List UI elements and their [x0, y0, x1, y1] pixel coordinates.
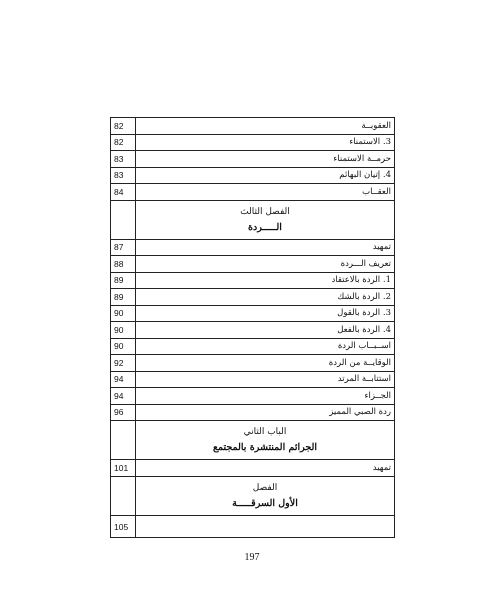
toc-row	[111, 355, 395, 372]
toc-row	[111, 322, 395, 339]
toc-entry-title: 3. الاستمناء	[136, 134, 395, 151]
toc-row	[111, 239, 395, 256]
toc-entry-title: الوقايــة من الردة	[136, 355, 395, 372]
toc-entry-title: ردة الصبي المميز	[136, 404, 395, 421]
toc-entry-title: اســبــاب الردة	[136, 338, 395, 355]
toc-entry-title: العقــاب	[136, 184, 395, 201]
toc-entry-title: حرمــة الاستمناء	[136, 151, 395, 168]
toc-section-heading	[136, 476, 395, 515]
toc-page-number	[111, 476, 136, 515]
toc-row	[111, 515, 395, 537]
toc-row	[111, 151, 395, 168]
toc-page-number: 101	[111, 460, 136, 477]
toc-entry-title: 4. إتيان البهائم	[136, 167, 395, 184]
toc-page-number: 105	[111, 515, 136, 537]
toc-row	[111, 371, 395, 388]
toc-row	[111, 305, 395, 322]
toc-row	[111, 167, 395, 184]
toc-row	[111, 184, 395, 201]
toc-page-number: 88	[111, 256, 136, 273]
toc-page-number: 82	[111, 134, 136, 151]
toc-entry-title: 3. الردة بالقول	[136, 305, 395, 322]
toc-entry-title	[136, 515, 395, 537]
toc-entry-title: 4. الردة بالفعل	[136, 322, 395, 339]
toc-body	[111, 118, 395, 538]
toc-entry-title: الجــزاء	[136, 388, 395, 405]
section-heading-line2: الجرائم المنتشرة بالمجتمع	[212, 442, 318, 453]
toc-row	[111, 272, 395, 289]
toc-section-heading-row	[111, 200, 395, 239]
section-heading-line2: الأول السرقـــــة	[232, 497, 298, 509]
toc-page-number: 84	[111, 184, 136, 201]
toc-page-number: 90	[111, 322, 136, 339]
section-heading-line2: الـــــردة	[248, 221, 282, 233]
toc-row	[111, 460, 395, 477]
toc-row	[111, 404, 395, 421]
toc-page-number: 83	[111, 151, 136, 168]
toc-entry-title: تمهيد	[136, 460, 395, 477]
toc-row	[111, 134, 395, 151]
toc-page-number: 87	[111, 239, 136, 256]
toc-entry-title: 1. الردة بالاعتقاد	[136, 272, 395, 289]
section-heading-line1: الباب الثاني	[243, 427, 287, 437]
toc-page-number: 90	[111, 305, 136, 322]
toc-entry-title: تعريف الـــردة	[136, 256, 395, 273]
toc-page-number: 94	[111, 371, 136, 388]
toc-entry-title: العقوبــة	[136, 118, 395, 135]
toc-page-number: 92	[111, 355, 136, 372]
toc-row	[111, 338, 395, 355]
toc-section-heading-row	[111, 476, 395, 515]
toc-entry-title: استتابــة المرتد	[136, 371, 395, 388]
toc-page-number	[111, 421, 136, 460]
section-heading-line1: الفصل	[252, 482, 278, 493]
toc-row	[111, 118, 395, 135]
toc-row	[111, 388, 395, 405]
toc-row	[111, 289, 395, 306]
toc-page-number: 96	[111, 404, 136, 421]
toc-section-heading-row	[111, 421, 395, 460]
toc-page-number: 90	[111, 338, 136, 355]
toc-section-heading	[136, 421, 395, 460]
toc-page-number: 89	[111, 272, 136, 289]
toc-section-heading	[136, 200, 395, 239]
toc-page-number: 82	[111, 118, 136, 135]
toc-entry-title: 2. الردة بالشك	[136, 289, 395, 306]
section-heading-line1: الفصل الثالث	[240, 206, 290, 217]
toc-page-number: 94	[111, 388, 136, 405]
table-of-contents	[110, 117, 395, 538]
page-number: 197	[244, 552, 260, 563]
toc-page-number: 83	[111, 167, 136, 184]
toc-row	[111, 256, 395, 273]
toc-page-number: 89	[111, 289, 136, 306]
toc-entry-title: تمهيد	[136, 239, 395, 256]
toc-page-number	[111, 200, 136, 239]
